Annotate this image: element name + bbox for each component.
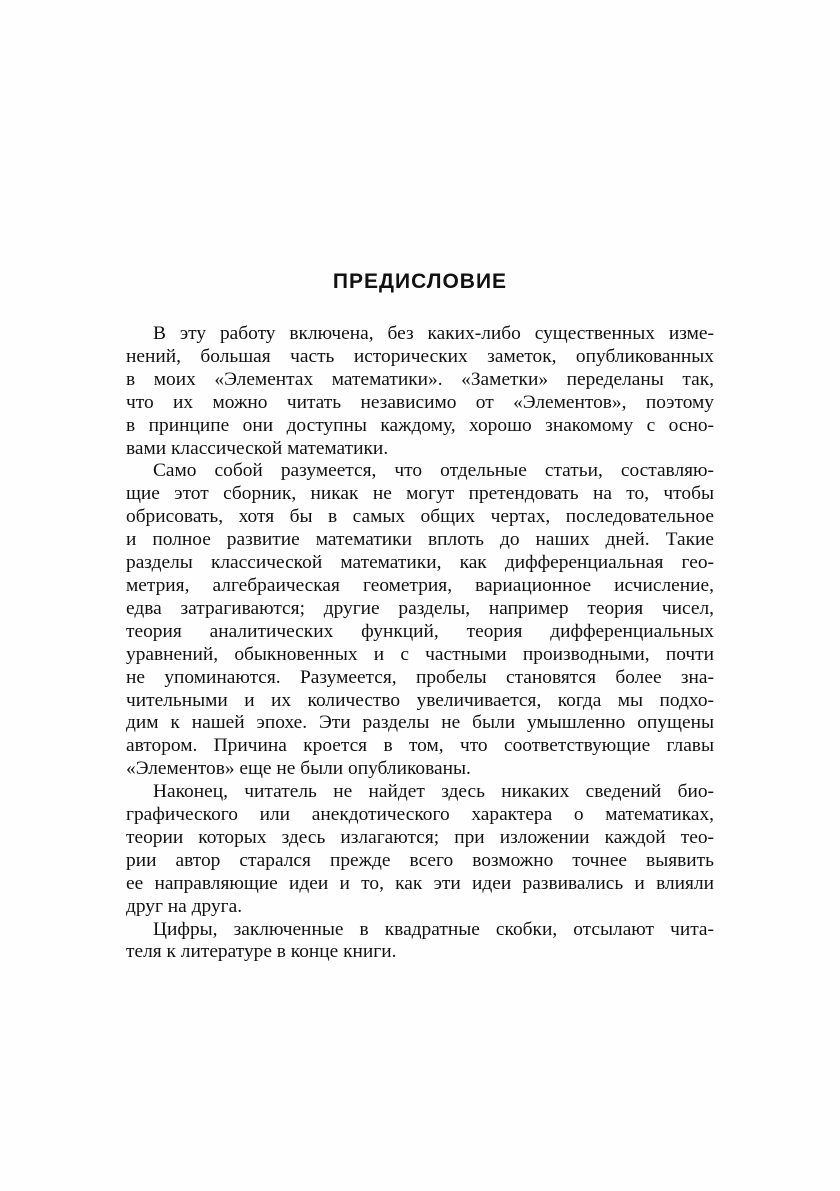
text-line: «Элементов» еще не были опубликованы. (126, 758, 471, 780)
text-line: чительными и их количество увеличивается, когда мы подхо- (126, 689, 714, 711)
text-line: едва затрагиваются; другие разделы, например теория чисел, (126, 597, 714, 619)
paragraph-2 (126, 460, 714, 781)
text-line: Цифры, заключенные в квадратные скобки, отсылают чита- (153, 918, 714, 940)
text-line: вами классической математики. (126, 437, 389, 459)
text-line: друг на друга. (126, 895, 243, 917)
text-line: ее направляющие идеи и то, как эти идеи развивались и влияли (126, 872, 714, 894)
text-line: теля к литературе в конце книги. (126, 941, 397, 963)
text-line: Наконец, читатель не найдет здесь никаких сведений био- (153, 781, 714, 803)
text-line: графического или анекдотического характера о математиках, (126, 804, 714, 826)
paragraph-1 (126, 323, 714, 460)
text-line: не упоминаются. Разумеется, пробелы становятся более зна- (126, 666, 714, 688)
page-title: ПРЕДИСЛОВИЕ (332, 270, 508, 293)
text-line: обрисовать, хотя бы в самых общих чертах, последовательное (126, 506, 714, 528)
text-line: теории которых здесь излагаются; при изложении каждой тео- (126, 826, 714, 848)
paragraph-4 (126, 919, 714, 965)
text-line: в принципе они доступны каждому, хорошо знакомому с осно- (126, 414, 714, 436)
text-line: что их можно читать независимо от «Элементов», поэтому (126, 391, 714, 413)
text-line: уравнений, обыкновенных и с частными производными, почти (126, 643, 714, 665)
text-line: метрия, алгебраическая геометрия, вариационное исчисление, (126, 574, 714, 596)
text-line: нений, большая часть исторических заметок, опубликованных (126, 345, 714, 367)
text-line: разделы классической математики, как дифференциальная гео- (126, 552, 714, 574)
text-line: рии автор старался прежде всего возможно точнее выявить (126, 849, 714, 871)
text-line: в моих «Элементах математики». «Заметки» переделаны так, (126, 368, 714, 390)
text-line: дим к нашей эпохе. Эти разделы не были умышленно опущены (126, 712, 714, 734)
text-line: и полное развитие математики вплоть до наших дней. Такие (126, 529, 714, 551)
preface-body (126, 323, 714, 964)
text-line: Само собой разумеется, что отдельные статьи, составляю- (153, 460, 714, 482)
text-line: В эту работу включена, без каких-либо существенных изме- (153, 323, 714, 344)
paragraph-3 (126, 781, 714, 918)
text-line: щие этот сборник, никак не могут претендовать на то, чтобы (126, 483, 714, 505)
text-line: автором. Причина кроется в том, что соответствующие главы (126, 735, 714, 757)
text-line: теория аналитических функций, теория дифференциальных (126, 620, 714, 642)
